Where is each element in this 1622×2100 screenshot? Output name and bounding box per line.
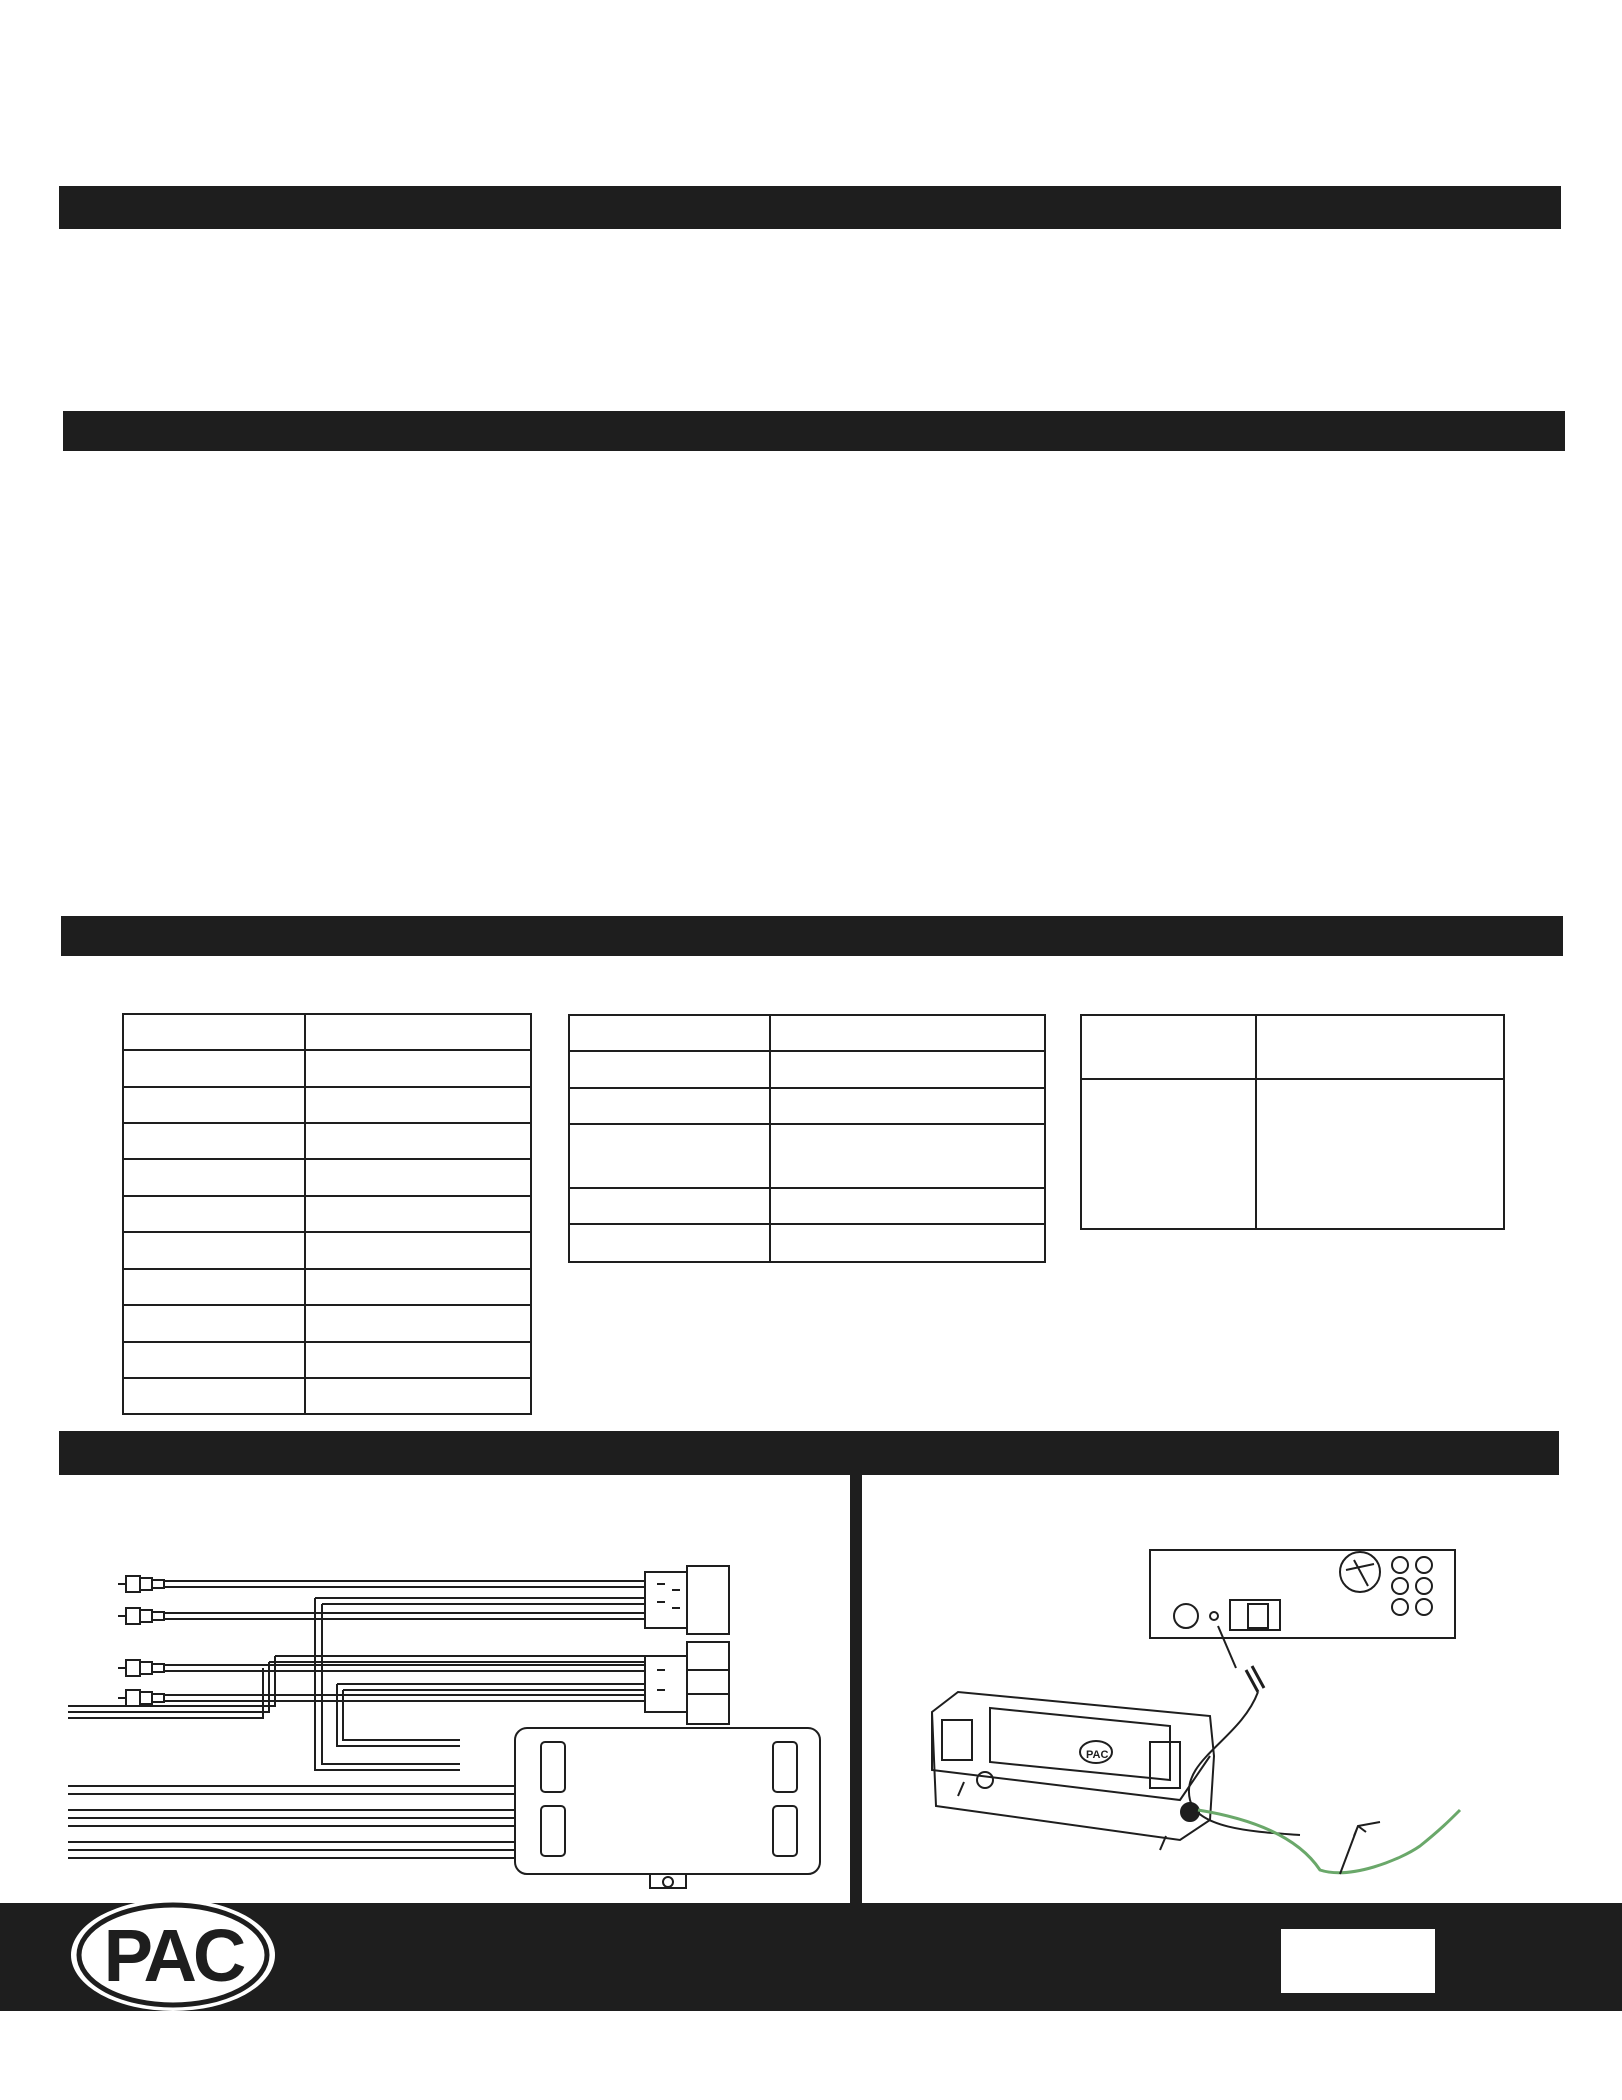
- pac-logo-text: PAC: [103, 1914, 243, 1997]
- table-row: [123, 1378, 531, 1414]
- table-row: [1081, 1015, 1504, 1079]
- ground-wire: [1198, 1810, 1460, 1873]
- table-row: [123, 1269, 531, 1305]
- table-row: [123, 1014, 531, 1050]
- section-header-bar-2: [63, 411, 1565, 451]
- page-number-box: [1281, 1929, 1435, 1993]
- module-logo: PAC: [1086, 1749, 1109, 1761]
- table-row: [123, 1305, 531, 1342]
- wiring-table-middle: [568, 1014, 1046, 1263]
- harness-connector-top: [645, 1566, 729, 1634]
- radio-back-panel: [1150, 1550, 1455, 1638]
- wiring-harness-diagram: [60, 1480, 850, 1900]
- table-row: [123, 1050, 531, 1087]
- table-row: [123, 1123, 531, 1159]
- interface-module-3d: [932, 1692, 1214, 1850]
- rca-plug-4: [118, 1690, 164, 1706]
- table-row: [569, 1015, 1045, 1051]
- rca-plug-2: [118, 1608, 164, 1624]
- rca-plug-3: [118, 1660, 164, 1676]
- table-row: [123, 1196, 531, 1232]
- wiring-table-left: [122, 1013, 532, 1415]
- diagram-divider: [850, 1475, 862, 1905]
- table-row: [569, 1188, 1045, 1224]
- harness-connector-bottom: [645, 1642, 729, 1724]
- installation-diagram: [880, 1480, 1610, 1900]
- footer-bar: [0, 1903, 1622, 2011]
- table-row: [123, 1159, 531, 1196]
- section-header-bar-4: [59, 1431, 1559, 1475]
- section-header-bar-1: [59, 186, 1561, 229]
- pac-logo: [68, 1897, 278, 2013]
- table-row: [123, 1232, 531, 1269]
- table-row: [123, 1087, 531, 1123]
- wiring-table-right: [1080, 1014, 1505, 1230]
- interface-module: [515, 1728, 820, 1888]
- section-header-bar-3: [61, 916, 1563, 956]
- table-row: [569, 1224, 1045, 1262]
- table-row: [1081, 1079, 1504, 1229]
- table-row: [569, 1051, 1045, 1088]
- table-row: [569, 1124, 1045, 1188]
- table-row: [569, 1088, 1045, 1124]
- table-row: [123, 1342, 531, 1378]
- rca-plug-1: [118, 1576, 164, 1592]
